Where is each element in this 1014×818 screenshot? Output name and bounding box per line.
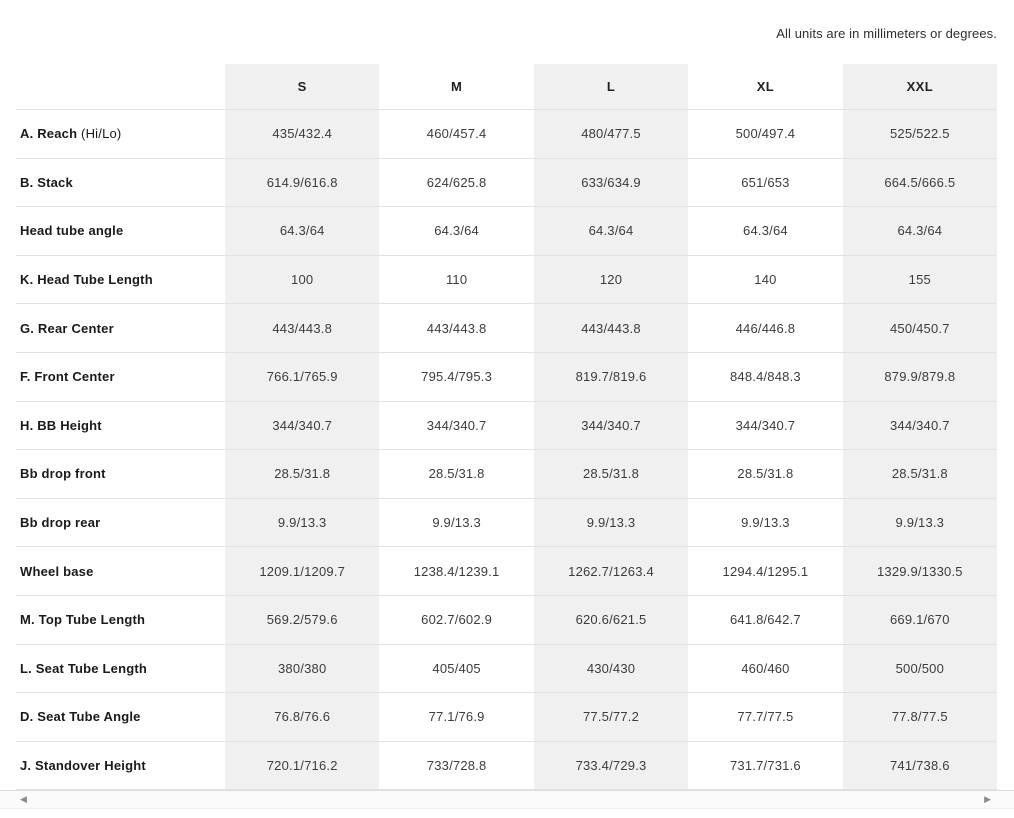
row-label: Head tube angle [20,223,124,239]
value-cell: 120 [534,256,688,304]
value-cell: 641.8/642.7 [729,612,801,628]
value-cell: 450/450.7 [843,304,997,352]
value-cell: 430/430 [534,645,688,693]
table-body [16,110,997,790]
value-cell: 64.3/64 [225,207,379,255]
value-cell: 110 [445,272,468,288]
value-cell: 669.1/670 [843,596,997,644]
value-cell: 1329.9/1330.5 [843,547,997,595]
value-cell: 766.1/765.9 [225,353,379,401]
value-cell: 443/443.8 [426,320,487,336]
value-cell: 1262.7/1263.4 [534,547,688,595]
value-cell: 664.5/666.5 [843,159,997,207]
value-cell: 620.6/621.5 [534,596,688,644]
value-cell: 731.7/731.6 [729,758,801,774]
row-label: L. Seat Tube Length [20,660,148,676]
value-cell: 500/497.4 [735,126,796,142]
horizontal-scrollbar[interactable] [0,790,1014,809]
row-label: F. Front Center [20,369,115,385]
table-row [16,645,997,694]
value-cell: 848.4/848.3 [729,369,801,385]
row-label: G. Rear Center [20,320,114,336]
value-cell: 624/625.8 [426,174,487,190]
value-cell: 140 [754,272,777,288]
value-cell: 155 [843,256,997,304]
value-cell: 443/443.8 [534,304,688,352]
value-cell: 28.5/31.8 [534,450,688,498]
table-row [16,304,997,353]
value-cell: 64.3/64 [534,207,688,255]
value-cell: 1238.4/1239.1 [413,563,500,579]
value-cell: 460/460 [741,660,790,676]
value-cell: 344/340.7 [225,402,379,450]
value-cell: 435/432.4 [225,110,379,158]
value-cell: 733.4/729.3 [534,742,688,790]
value-cell: 77.5/77.2 [534,693,688,741]
value-cell: 500/500 [843,645,997,693]
value-cell: 651/653 [741,174,790,190]
value-cell: 344/340.7 [534,402,688,450]
value-cell: 28.5/31.8 [225,450,379,498]
value-cell: 100 [225,256,379,304]
value-cell: 480/477.5 [534,110,688,158]
row-label: Bb drop rear [20,515,101,531]
value-cell: 720.1/716.2 [225,742,379,790]
value-cell: 344/340.7 [735,417,796,433]
table-row [16,256,997,305]
value-cell: 460/457.4 [426,126,487,142]
value-cell: 77.8/77.5 [843,693,997,741]
row-label: Bb drop front [20,466,106,482]
value-cell: 614.9/616.8 [225,159,379,207]
value-cell: 64.3/64 [843,207,997,255]
geometry-table [16,64,997,790]
value-cell: 64.3/64 [743,223,788,239]
table-row [16,693,997,742]
table-row [16,742,997,791]
value-cell: 9.9/13.3 [741,515,790,531]
row-label: A. Reach (Hi/Lo) [20,126,122,142]
value-cell: 443/443.8 [225,304,379,352]
value-cell: 9.9/13.3 [432,515,481,531]
column-header-l: L [534,64,688,109]
row-label: M. Top Tube Length [20,612,146,628]
value-cell: 1294.4/1295.1 [722,563,809,579]
column-header-m: M [450,79,463,94]
value-cell: 795.4/795.3 [421,369,493,385]
row-label: D. Seat Tube Angle [20,709,141,725]
table-row [16,159,997,208]
table-row [16,547,997,596]
row-label: B. Stack [20,174,73,190]
value-cell: 9.9/13.3 [534,499,688,547]
value-cell: 28.5/31.8 [428,466,485,482]
table-row [16,110,997,159]
value-cell: 1209.1/1209.7 [225,547,379,595]
scroll-left-arrow[interactable]: ◀ [20,794,27,804]
value-cell: 77.1/76.9 [428,709,485,725]
value-cell: 28.5/31.8 [737,466,794,482]
units-note: All units are in millimeters or degrees. [776,26,997,41]
column-header-s: S [225,64,379,109]
header-empty-cell [16,64,225,109]
value-cell: 569.2/579.6 [225,596,379,644]
value-cell: 633/634.9 [534,159,688,207]
value-cell: 525/522.5 [843,110,997,158]
row-label: Wheel base [20,563,94,579]
value-cell: 77.7/77.5 [737,709,794,725]
scroll-right-arrow[interactable]: ▶ [984,794,991,804]
value-cell: 64.3/64 [434,223,479,239]
value-cell: 819.7/819.6 [534,353,688,401]
row-label: J. Standover Height [20,758,146,774]
row-label: H. BB Height [20,417,102,433]
value-cell: 380/380 [225,645,379,693]
table-row [16,402,997,451]
value-cell: 602.7/602.9 [421,612,493,628]
table-row [16,499,997,548]
value-cell: 9.9/13.3 [843,499,997,547]
value-cell: 446/446.8 [735,320,796,336]
table-header-row [16,64,997,110]
column-header-xl: XL [756,79,775,94]
value-cell: 344/340.7 [426,417,487,433]
row-label: K. Head Tube Length [20,272,153,288]
value-cell: 344/340.7 [843,402,997,450]
table-row [16,207,997,256]
value-cell: 733/728.8 [426,758,487,774]
table-row [16,353,997,402]
value-cell: 405/405 [432,660,481,676]
value-cell: 28.5/31.8 [843,450,997,498]
table-row [16,596,997,645]
value-cell: 9.9/13.3 [225,499,379,547]
value-cell: 76.8/76.6 [225,693,379,741]
value-cell: 879.9/879.8 [843,353,997,401]
table-row [16,450,997,499]
value-cell: 741/738.6 [843,742,997,790]
column-header-xxl: XXL [843,64,997,109]
